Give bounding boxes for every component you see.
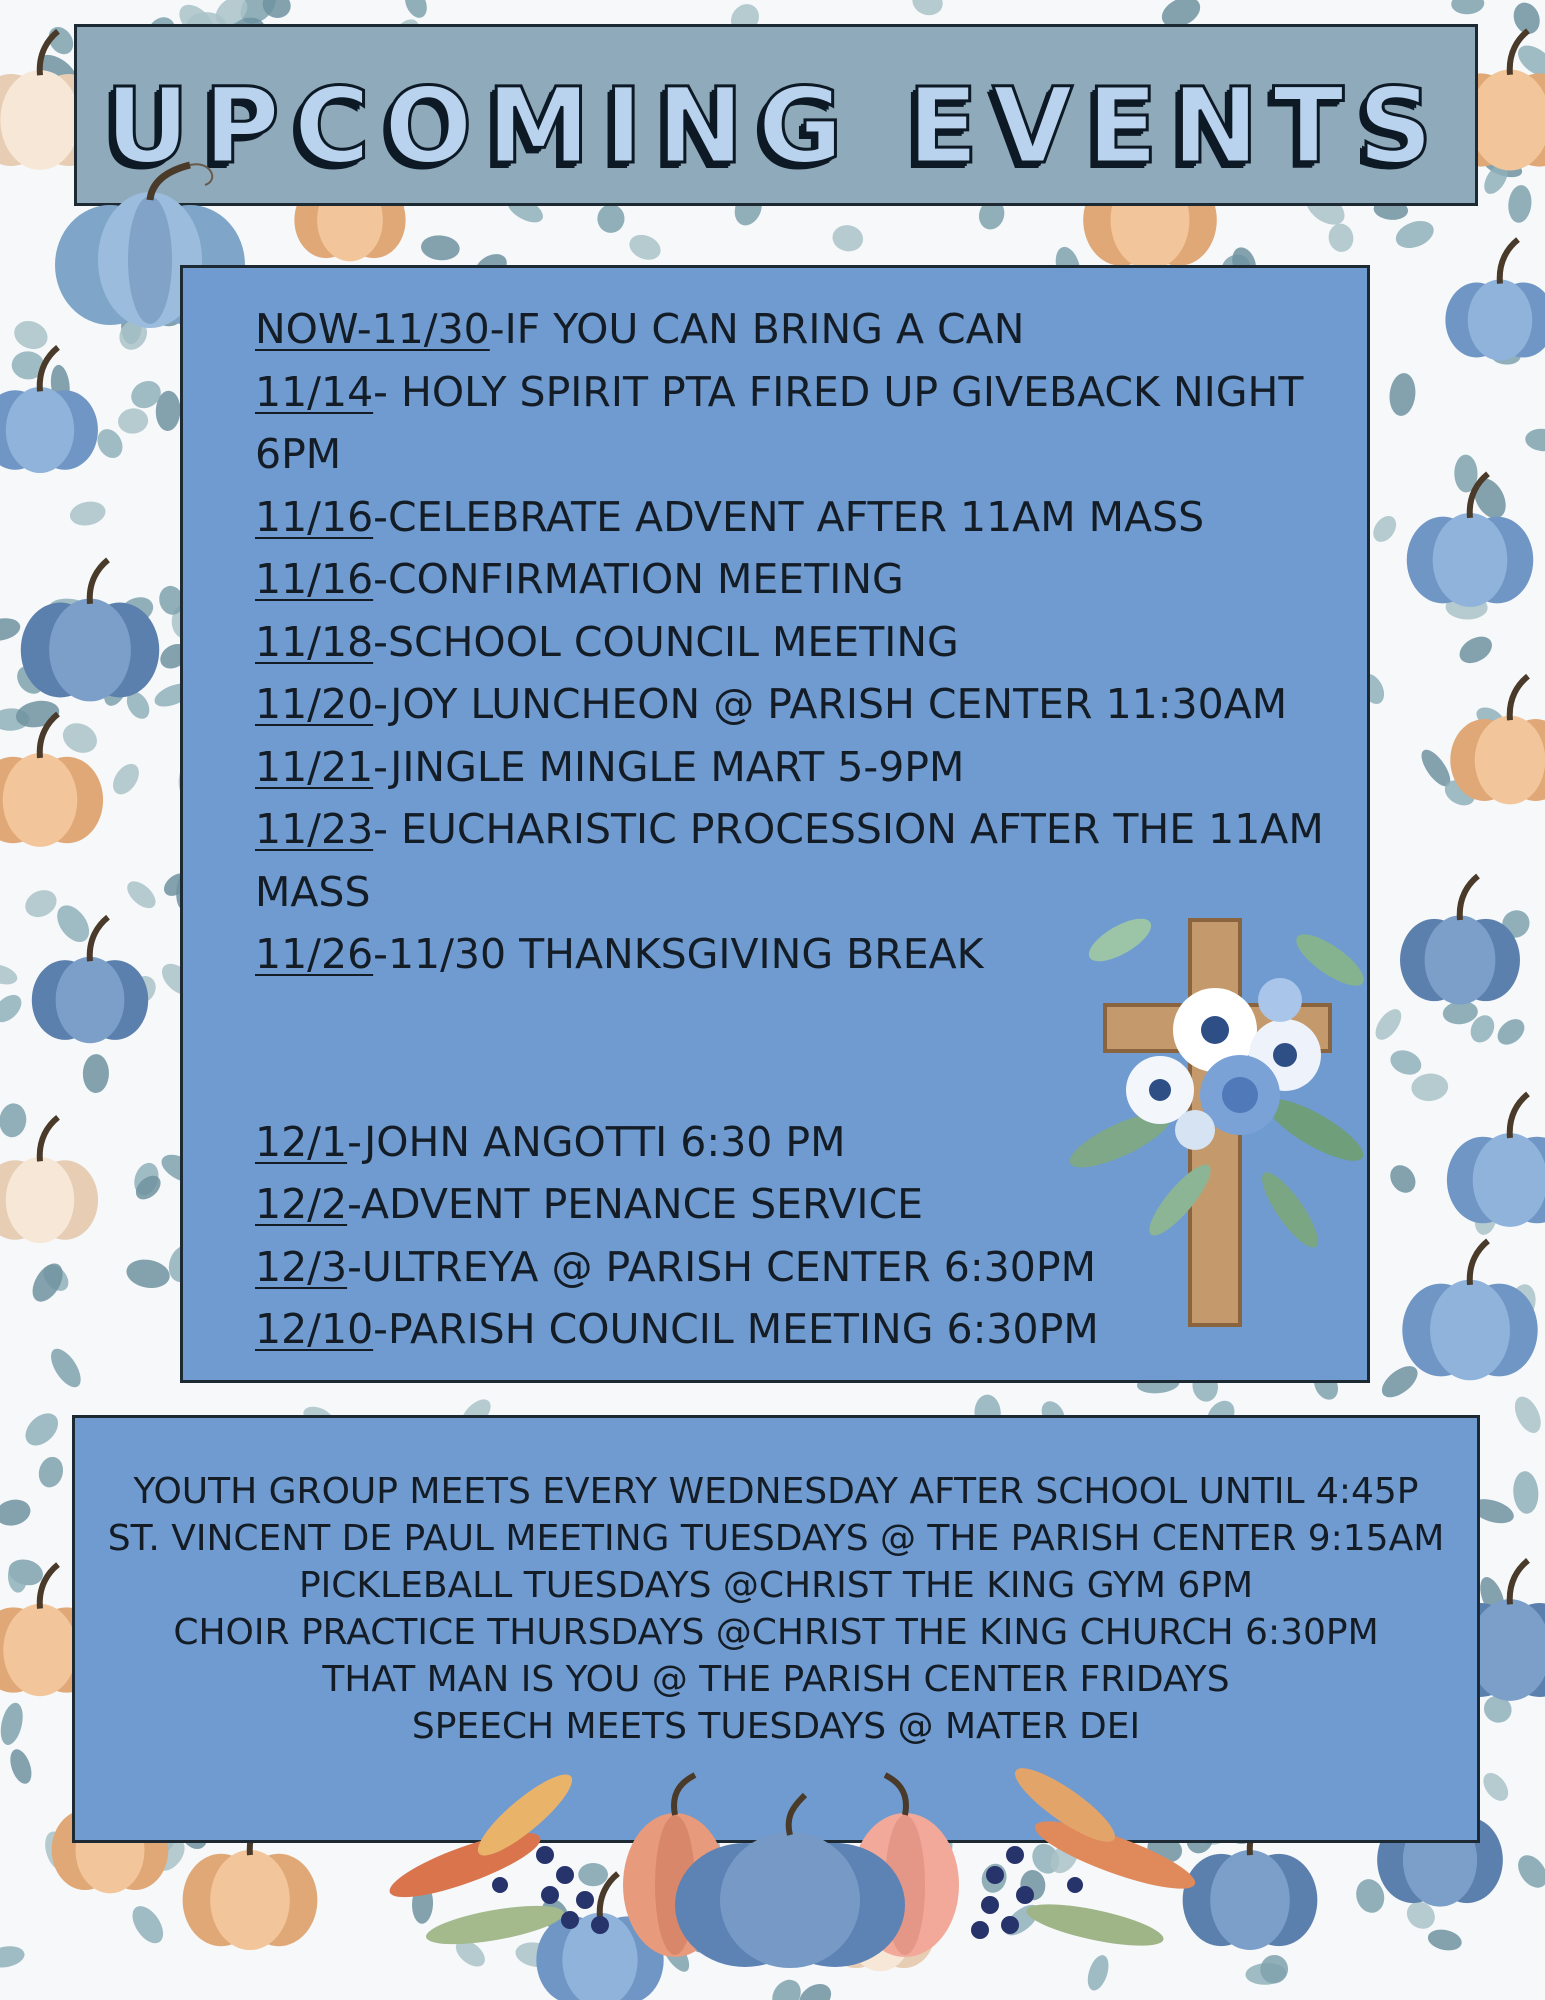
weekly-list <box>75 1468 1477 1750</box>
event-text: -SCHOOL COUNCIL MEETING <box>373 617 959 666</box>
weekly-item: THAT MAN IS YOU @ THE PARISH CENTER FRIDAYS <box>322 1659 1230 1700</box>
event-item <box>255 361 1355 486</box>
event-date: 11/26 <box>255 930 374 978</box>
event-item <box>255 298 1355 361</box>
event-text: -ULTREYA @ PARISH CENTER 6:30PM <box>347 1242 1096 1291</box>
event-text: -JINGLE MINGLE MART 5-9PM <box>373 742 965 791</box>
event-date: 12/1 <box>255 1117 348 1166</box>
event-date: 11/16 <box>255 555 374 603</box>
event-date: 11/14 <box>255 367 374 416</box>
event-date: 12/10 <box>255 1305 374 1353</box>
event-item <box>255 486 1355 549</box>
event-text: -ADVENT PENANCE SERVICE <box>347 1180 923 1228</box>
weekly-item: YOUTH GROUP MEETS EVERY WEDNESDAY AFTER SCHOOL UNTIL 4:45P <box>133 1471 1419 1512</box>
event-date: NOW-11/30 <box>255 305 490 353</box>
event-date: 11/21 <box>255 742 374 791</box>
event-date: 11/18 <box>255 617 374 666</box>
event-date: 12/2 <box>255 1180 348 1228</box>
event-text: -PARISH COUNCIL MEETING 6:30PM <box>373 1305 1099 1353</box>
weekly-item: CHOIR PRACTICE THURSDAYS @CHRIST THE KING CHURCH 6:30PM <box>173 1612 1379 1653</box>
event-text: -JOY LUNCHEON @ PARISH CENTER 11:30AM <box>373 680 1288 728</box>
event-item <box>255 548 1355 611</box>
event-date: 11/16 <box>255 492 374 541</box>
event-text: - HOLY SPIRIT PTA FIRED UP GIVEBACK NIGHT 6PM <box>255 367 1304 478</box>
event-item <box>255 673 1355 736</box>
weekly-item: SPEECH MEETS TUESDAYS @ MATER DEI <box>411 1706 1141 1747</box>
autumn-garland-icon <box>375 1735 1205 1985</box>
floral-cross-icon <box>1060 880 1420 1340</box>
weekly-item: ST. VINCENT DE PAUL MEETING TUESDAYS @ THE PARISH CENTER 9:15AM <box>107 1518 1445 1559</box>
event-text: - EUCHARISTIC PROCESSION AFTER THE 11AM MASS <box>255 805 1324 916</box>
page-title: UPCOMING EVENTS <box>105 65 1447 187</box>
event-text: -IF YOU CAN BRING A CAN <box>489 305 1025 353</box>
event-date: 12/3 <box>255 1242 348 1291</box>
event-date: 11/20 <box>255 680 374 728</box>
event-text: -CONFIRMATION MEETING <box>373 555 904 603</box>
event-text: -11/30 THANKSGIVING BREAK <box>373 930 984 978</box>
event-text: -JOHN ANGOTTI 6:30 PM <box>347 1117 846 1166</box>
title-banner <box>74 24 1478 206</box>
event-text: -CELEBRATE ADVENT AFTER 11AM MASS <box>373 492 1205 541</box>
event-date: 11/23 <box>255 805 374 853</box>
event-item <box>255 611 1355 674</box>
weekly-item: PICKLEBALL TUESDAYS @CHRIST THE KING GYM 6PM <box>298 1565 1254 1606</box>
event-item <box>255 736 1355 799</box>
